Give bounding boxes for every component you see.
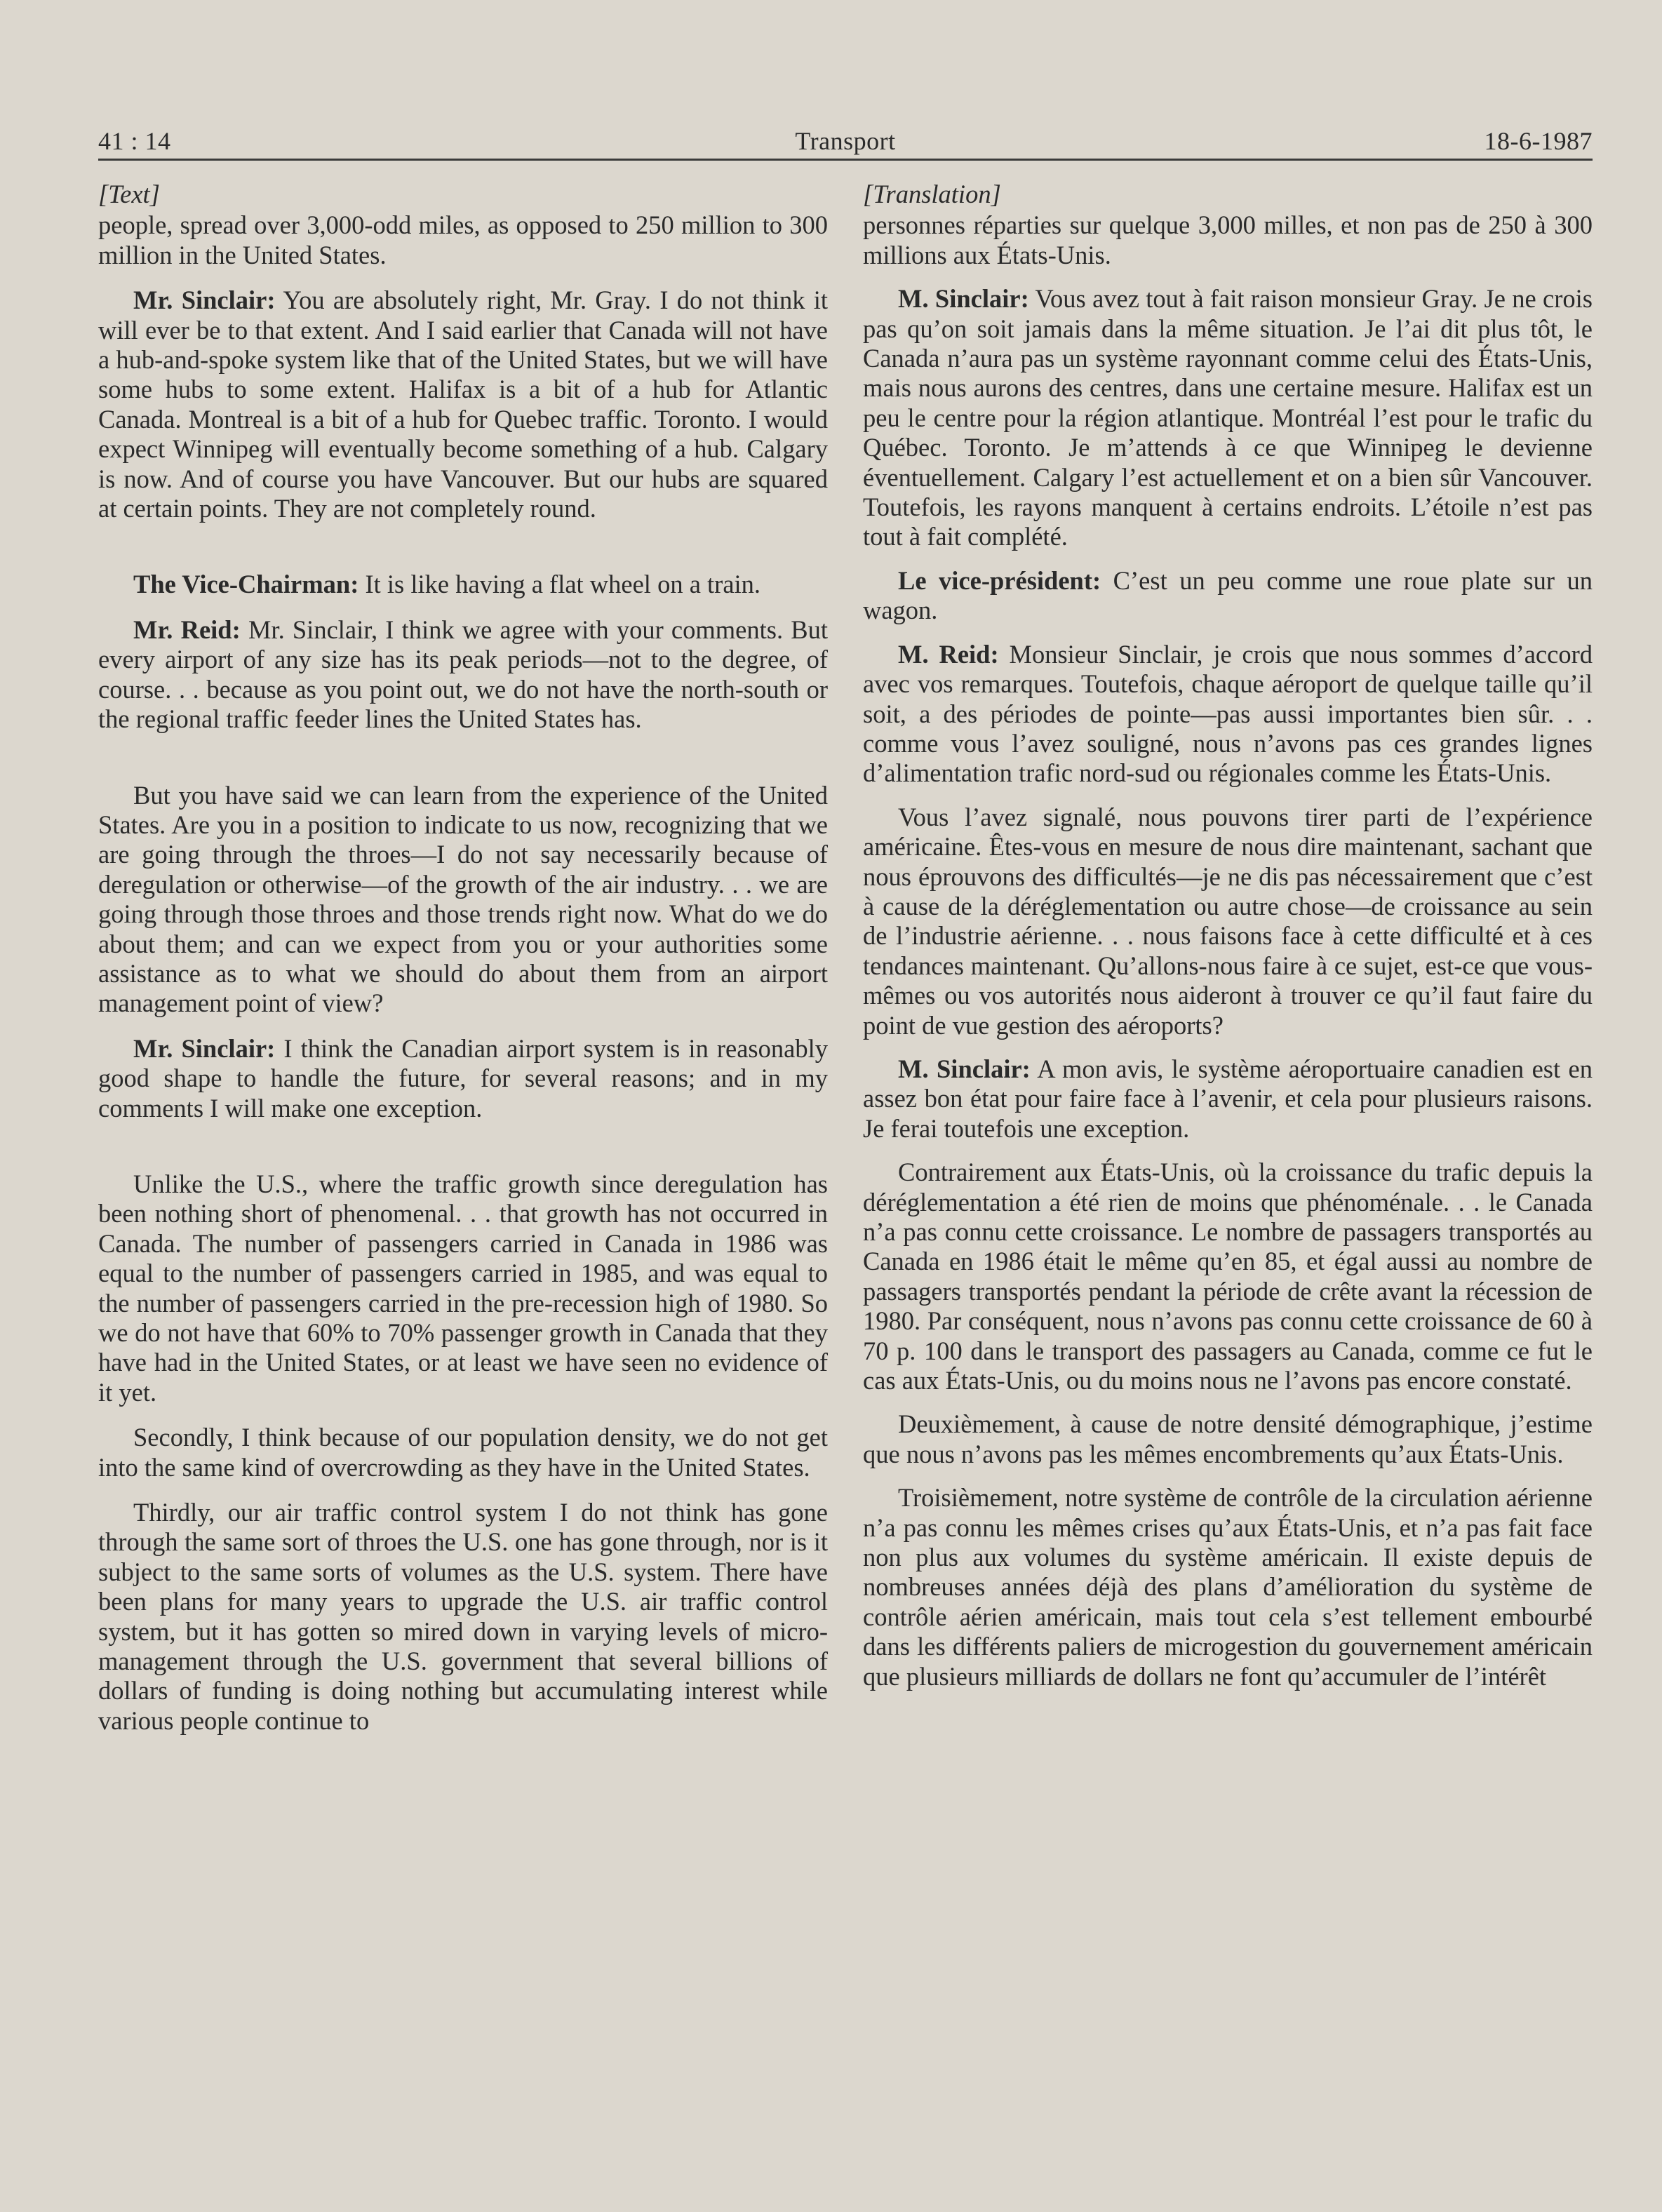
- speaker-name: Mr. Sinclair:: [133, 1033, 276, 1063]
- speaker-name: M. Sinclair:: [898, 1054, 1031, 1083]
- speech-text: You are absolutely right, Mr. Gray. I do not think it will ever be to that extent. And I said earlier that Canada will not have a hub-and-spoke system like that of the United States, but we will have some hubs to some extent. Halifax is a bit of a hub for Atlantic Canada. Montreal is a bit of a hub for Quebec traffic. Toronto. I would expect Winnipeg will eventually become something of a hub. Calgary is now. And of course you have Vancouver. But our hubs are squared at certain points. They are not completely round.: [98, 286, 828, 523]
- paragraph: [98, 286, 828, 523]
- paragraph: [863, 284, 1593, 552]
- header-title: Transport: [795, 127, 896, 155]
- page-reference: 41 : 14: [98, 127, 171, 155]
- paragraph: people, spread over 3,000-odd miles, as opposed to 250 million to 300 million in the United States.: [98, 210, 828, 269]
- speech-text: A mon avis, le système aéroportuaire canadien est en assez bon état pour faire face à l’avenir, et cela pour plusieurs raisons. Je ferai toutefois une exception.: [863, 1054, 1593, 1143]
- french-column: [863, 180, 1593, 1691]
- speaker-name: M. Reid:: [898, 639, 999, 669]
- speech-text: Vous avez tout à fait raison monsieur Gray. Je ne crois pas qu’on soit jamais dans la même situation. Je l’ai dit plus tôt, le Canada n’aura pas un système rayonnant comme celui des États-Unis, mais nous aurons des centres, dans une certaine mesure. Halifax est un peu le centre pour la région atlantique. Montréal l’est pour le trafic du Québec. Toronto. Je m’attends à ce que Winnipeg le devienne éventuellement. Calgary l’est actuellement et on a bien sûr Vancouver. Toutefois, les rayons manquent à certains endroits. L’étoile n’est pas tout à fait complété.: [863, 284, 1593, 551]
- paragraph: [863, 640, 1593, 789]
- paragraph: Troisièmement, notre système de contrôle de la circulation aérienne n’a pas connu les mêmes crises qu’aux États-Unis, et n’a pas fait face non plus aux volumes du système américain. Il existe depuis de nombreuses années déjà des plans d’amélioration du système de contrôle aérien américain, mais tout cela s’est tellement embourbé dans les différents paliers de microgestion du gouvernement américain que plusieurs milliards de dollars ne font qu’accumuler de l’intérêt: [863, 1483, 1593, 1691]
- paragraph: Deuxièmement, à cause de notre densité démographique, j’estime que nous n’avons pas les mêmes encombrements qu’aux États-Unis.: [863, 1409, 1593, 1468]
- speech-text: Mr. Sinclair, I think we agree with your comments. But every airport of any size has its peak periods—not to the degree, of course. . . because as you point out, we do not have the north-south or the regional traffic feeder lines the United States has.: [98, 615, 828, 734]
- speaker-name: Le vice-président:: [898, 565, 1101, 595]
- paragraph: [98, 1034, 828, 1123]
- english-column: [98, 180, 828, 1736]
- speaker-name: Mr. Sinclair:: [133, 286, 276, 315]
- paragraph: [98, 570, 828, 599]
- speech-text: I think the Canadian airport system is in reasonably good shape to handle the future, for several reasons; and in my comments I will make one exception.: [98, 1033, 828, 1122]
- paragraph: [863, 566, 1593, 626]
- paragraph: Contrairement aux États-Unis, où la croissance du trafic depuis la déréglementation a été rien de moins que phénoménale. . . le Canada n’a pas connu cette croissance. Le nombre de passagers transportés au Canada en 1986 était le même qu’en 85, et égal aussi au nombre de passagers transportés pendant la période de crête avant la récession de 1980. Par conséquent, nous n’avons pas connu cette croissance de 60 à 70 p. 100 dans le transport des passagers au Canada, comme ce fut le cas aux États-Unis, ou du moins nous ne l’avons pas encore constaté.: [863, 1158, 1593, 1395]
- paragraph: Thirdly, our air traffic control system I do not think has gone through the same sort of throes the U.S. one has gone through, nor is it subject to the same sorts of volumes as the U.S. system. There have been plans for many years to upgrade the U.S. air traffic control system, but it has gotten so mired down in varying levels of micro-management through the U.S. government that several billions of dollars of funding is doing nothing but accumulating interest while various people continue to: [98, 1498, 828, 1735]
- speaker-name: The Vice-Chairman:: [133, 570, 359, 599]
- paragraph: [98, 615, 828, 735]
- paragraph: Vous l’avez signalé, nous pouvons tirer parti de l’expérience américaine. Êtes-vous en mesure de nous dire maintenant, sachant que nous éprouvons des difficultés—je ne dis pas nécessairement que c’est à cause de la déréglementation ou autre chose—de croissance au sein de l’industrie aérienne. . . nous faisons face à cette difficulté et à ces tendances maintenant. Qu’allons-nous faire à ce sujet, est-ce que vous-mêmes ou vos autorités nous aideront à trouver ce qu’il faut faire du point de vue gestion des aéroports?: [863, 802, 1593, 1040]
- paragraph: personnes réparties sur quelque 3,000 milles, et non pas de 250 à 300 millions aux États-Unis.: [863, 210, 1593, 269]
- paragraph: Unlike the U.S., where the traffic growth since deregulation has been nothing short of phenomenal. . . that growth has not occurred in Canada. The number of passengers carried in Canada in 1986 was equal to the number of passengers carried in 1985, and was equal to the number of passengers carried in the pre-recession high of 1980. So we do not have that 60% to 70% passenger growth in Canada that they have had in the United States, or at least we have seen no evidence of it yet.: [98, 1169, 828, 1407]
- header-date: 18-6-1987: [1484, 127, 1593, 155]
- paragraph: [863, 1054, 1593, 1144]
- running-header: [98, 126, 1593, 157]
- column-label-text: [Text]: [98, 180, 160, 208]
- speaker-name: M. Sinclair:: [898, 284, 1029, 314]
- paragraph: But you have said we can learn from the experience of the United States. Are you in a position to indicate to us now, recognizing that we are going through the throes—I do not say necessarily because of deregulation or otherwise—of the growth of the air industry. . . we are going through those throes and those trends right now. What do we do about them; and can we expect from you or your authorities some assistance as to what we should do about them from an airport management point of view?: [98, 780, 828, 1018]
- column-label-translation: [Translation]: [863, 180, 1001, 208]
- speaker-name: Mr. Reid:: [133, 615, 241, 644]
- speech-text: Monsieur Sinclair, je crois que nous sommes d’accord avec vos remarques. Toutefois, chaque aéroport de quelque taille qu’il soit, a des périodes de pointe—pas aussi importantes bien sûr. . . comme vous l’avez souligné, nous n’avons pas ces grandes lignes d’alimentation trafic nord-sud ou régionales comme les États-Unis.: [863, 639, 1593, 788]
- paragraph: Secondly, I think because of our population density, we do not get into the same kind of overcrowding as they have in the United States.: [98, 1423, 828, 1482]
- header-rule: [98, 159, 1593, 161]
- speech-text: It is like having a flat wheel on a train.: [358, 570, 761, 599]
- speech-text: C’est un peu comme une roue plate sur un wagon.: [863, 565, 1593, 625]
